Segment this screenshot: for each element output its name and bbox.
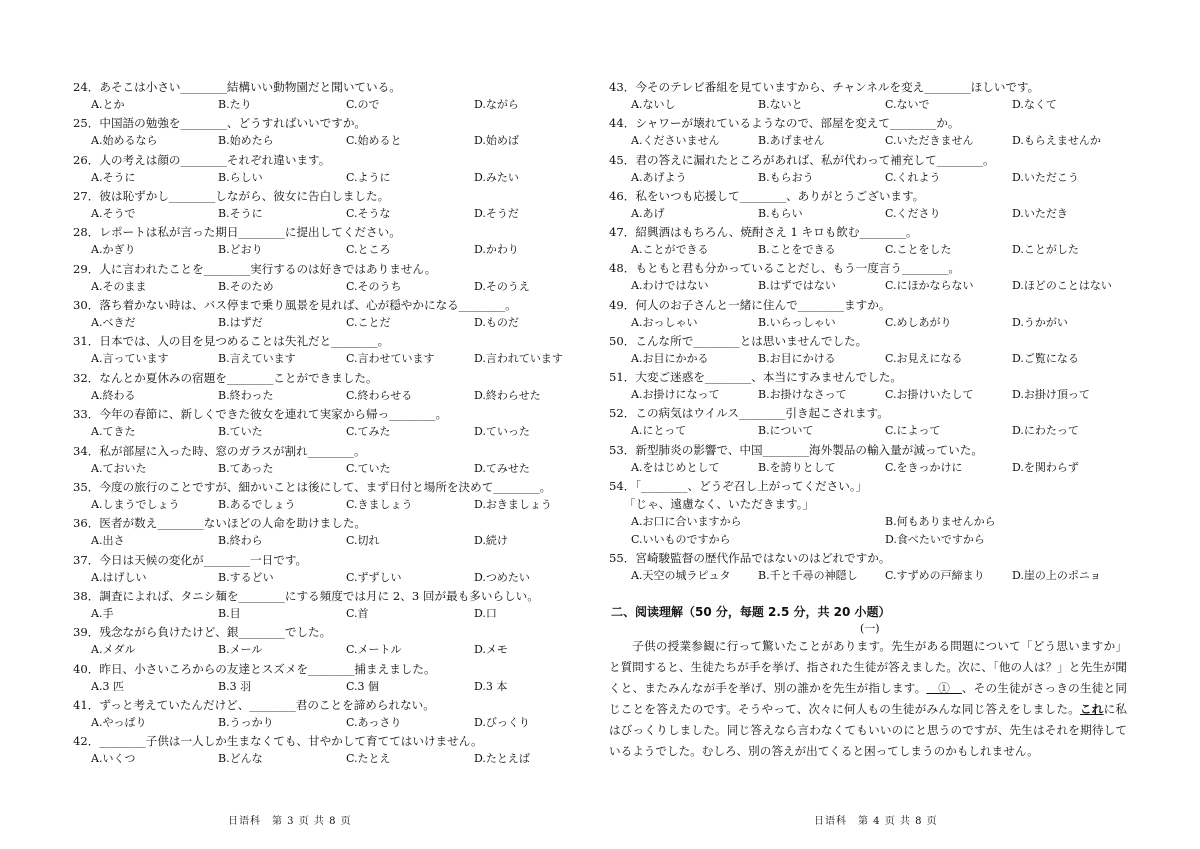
answer-option: D.ていった: [474, 425, 530, 439]
answer-option: D.ほどのことはない: [1012, 279, 1112, 293]
answer-option: B.どおり: [218, 243, 263, 257]
answer-option: A.そうで: [91, 207, 136, 221]
question-stem: 24．あそこは小さい________結構いい動物園だと聞いている。: [73, 80, 401, 94]
answer-option: B.あげません: [758, 134, 825, 148]
answer-option: B.ないと: [758, 98, 803, 111]
answer-option: D.つめたい: [474, 570, 530, 584]
answer-option: A.終わる: [91, 388, 136, 402]
question-stem: 49．何人のお子さんと一緒に住んで________ますか。: [609, 297, 891, 312]
question-stem: 46．私をいつも応援して________、ありがとうございます。: [609, 188, 925, 203]
question-stem: 47．紹興酒はもちろん、焼酎さえ 1 キロも飲む________。: [609, 225, 918, 239]
answer-option: A.はげしい: [91, 570, 147, 584]
answer-option: B.そうに: [218, 207, 263, 221]
answer-option: D.言われています: [474, 352, 563, 366]
question-stem: 52．この病気はウイルス________引き起こされます。: [609, 406, 889, 421]
answer-option: D.ものだ: [474, 316, 519, 330]
answer-option: A.3 匹: [91, 679, 124, 693]
section-title-reading: 二、阅读理解（50 分，每题 2.5 分，共 20 小题）: [611, 605, 891, 619]
question-stem: 44．シャワーが壊れているようなので、部屋を変えて________か。: [609, 116, 960, 131]
question-stem: 31．日本では、人の目を見つめることは失礼だと________。: [73, 334, 390, 349]
question-stem: 51．大変ご迷惑を________、本当にすみませんでした。: [609, 370, 903, 384]
question-stem: 39．残念ながら負けたけど、銀________でした。: [73, 625, 332, 640]
passage-text-1: 子供の授業参観に行って驚いたことがあります。先生がある問題について「どう思いますか」と質問すると、生徒たちが手を挙げ、指された生徒が答えました。次に、「他の人は？」と先生が聞くと、またみんなが手を挙げ、別の誰かを先生が指します。: [609, 639, 1127, 695]
answer-option: B.もらおう: [758, 170, 814, 184]
question-stem: 30．落ち着かない時は、バス停まで乗り風景を見れば、心が穏やかになる________。: [73, 298, 517, 313]
answer-option: C.そのうち: [346, 279, 402, 293]
question-stem: 29．人に言われたことを________実行するのは好きではありません。: [73, 261, 437, 276]
answer-option: D.なくて: [1012, 98, 1057, 111]
answer-option: C.始めると: [346, 134, 402, 148]
answer-option: D.食べたいですから: [885, 532, 985, 546]
answer-option: B.たり: [218, 98, 252, 111]
answer-option: B.お掛けなさって: [758, 388, 847, 401]
answer-option: A.いくつ: [91, 752, 136, 766]
answer-option: D.びっくり: [474, 715, 530, 729]
question-stem: 27．彼は恥ずかし________しながら、彼女に告白しました。: [73, 189, 390, 204]
answer-option: C.てみた: [346, 425, 391, 439]
answer-option: B.あるでしょう: [218, 497, 296, 511]
answer-option: C.ずずしい: [346, 570, 402, 584]
answer-option: A.そのまま: [91, 279, 147, 293]
answer-option: B.てあった: [218, 461, 274, 475]
answer-option: C.たとえ: [346, 752, 391, 766]
answer-option: A.べきだ: [91, 316, 136, 330]
question-stem: 25．中国語の勉強を________、どうすればいいですか。: [73, 116, 367, 131]
answer-option: A.かぎり: [91, 243, 136, 257]
answer-option: D.みたい: [474, 170, 519, 184]
answer-option: C.お掛けいたして: [885, 388, 974, 401]
answer-option: D.いただこう: [1012, 170, 1079, 184]
answer-option: B.終わら: [218, 534, 263, 548]
answer-option: D.かわり: [474, 243, 519, 257]
answer-option: A.くださいません: [631, 134, 720, 148]
answer-option: C.ないで: [885, 98, 930, 111]
question-stem: 55．宮崎駿監督の歴代作品ではないのはどれですか。: [609, 551, 891, 566]
answer-option: D.おきましょう: [474, 497, 552, 511]
answer-option: D.始めば: [474, 134, 519, 148]
answer-option: A.出さ: [91, 534, 125, 548]
answer-option: D.口: [474, 606, 497, 620]
answer-option: A.わけではない: [631, 279, 709, 293]
answer-option: D.メモ: [474, 643, 508, 657]
answer-option: C.ので: [346, 98, 380, 111]
answer-option: A.そうに: [91, 170, 136, 184]
answer-option: A.始めるなら: [91, 134, 158, 148]
answer-option: A.ておいた: [91, 461, 147, 475]
answer-option: C.めしあがり: [885, 315, 952, 329]
answer-option: A.メダル: [91, 643, 136, 657]
question-stem: 34．私が部屋に入った時、窓のガラスが割れ________。: [73, 443, 366, 458]
answer-option: C.によって: [885, 424, 941, 438]
question-stem: 32．なんとか夏休みの宿題を________ことができました。: [73, 370, 378, 385]
answer-option: B.いらっしゃい: [758, 315, 836, 329]
answer-option: B.どんな: [218, 752, 263, 766]
answer-option: A.にとって: [631, 424, 687, 438]
reading-passage: [609, 636, 1127, 762]
answer-option: C.いただきません: [885, 134, 974, 148]
answer-option: B.らしい: [218, 170, 263, 184]
answer-option: D.ことがした: [1012, 243, 1079, 256]
question-stem: 33．今年の春節に、新しくできた彼女を連れて実家から帰っ________。: [73, 407, 448, 422]
question-stem: 53．新型肺炎の影響で、中国________海外製品の輸入量が減っていた。: [609, 442, 983, 457]
question-stem: 50．こんな所で________とは思いませんでした。: [609, 333, 868, 348]
answer-option: B.について: [758, 424, 814, 438]
answer-option: C.あっさり: [346, 715, 402, 729]
answer-option: C.ように: [346, 170, 391, 184]
answer-option: C.切れ: [346, 534, 380, 548]
answer-option: C.ところ: [346, 243, 391, 257]
answer-option: A.とか: [91, 98, 125, 111]
answer-option: A.言っています: [91, 352, 169, 366]
answer-option: C.終わらせる: [346, 388, 413, 402]
answer-option: A.天空の城ラピュタ: [631, 569, 731, 583]
answer-option: B.3 羽: [218, 679, 252, 693]
answer-option: D.そうだ: [474, 207, 519, 221]
passage-emphasis: これ: [1079, 702, 1104, 716]
question-stem: 35．今度の旅行のことですが、細かいことは後にして、まず日付と場所を決めて________。: [73, 479, 552, 494]
answer-option: B.何もありませんから: [885, 514, 996, 528]
answer-option: B.はずではない: [758, 279, 836, 293]
answer-option: D.お掛け頂って: [1012, 388, 1090, 401]
question-stem: 37．今日は天候の変化が________一日です。: [73, 552, 308, 567]
answer-option: D.を関わらず: [1012, 460, 1079, 474]
answer-option: C.ていた: [346, 461, 391, 475]
question-stem: 28．レポートは私が言った期日________に提出してください。: [73, 225, 401, 240]
answer-option: D.ながら: [474, 98, 519, 111]
answer-option: C.ことをした: [885, 243, 952, 256]
passage-text-2: 、その生徒がさっきの生徒と同じことを答えたのです。そうやって、次々に何人もの生徒がみんな同じ答えをしました。: [609, 681, 1127, 716]
answer-option: D.いただき: [1012, 206, 1068, 220]
answer-option: D.続け: [474, 534, 508, 548]
answer-option: A.やっぱり: [91, 715, 147, 729]
answer-option: B.終わった: [218, 388, 274, 402]
answer-option: A.しまうでしょう: [91, 497, 180, 511]
answer-option: C.お見えになる: [885, 351, 963, 365]
answer-option: C.きましょう: [346, 497, 413, 511]
answer-option: C.にほかならない: [885, 279, 974, 293]
answer-option: B.もらい: [758, 206, 803, 220]
answer-option: B.お目にかける: [758, 351, 836, 365]
answer-option: B.そのため: [218, 279, 274, 293]
answer-option: A.をはじめとして: [631, 460, 720, 474]
answer-option: C.メートル: [346, 643, 402, 657]
passage-number: (一): [860, 622, 880, 635]
answer-option: C.首: [346, 606, 369, 620]
answer-option: B.ていた: [218, 425, 263, 439]
answer-option: C.3 個: [346, 679, 380, 693]
answer-option: C.をきっかけに: [885, 460, 963, 474]
answer-option: C.ことだ: [346, 316, 391, 330]
answer-option: D.そのうえ: [474, 279, 530, 293]
answer-option: C.くれよう: [885, 170, 941, 184]
answer-option: A.ないし: [631, 98, 676, 111]
answer-option: D.3 本: [474, 679, 508, 693]
answer-option: C.言わせています: [346, 352, 435, 366]
answer-option: D.うかがい: [1012, 315, 1068, 329]
answer-option: A.お口に合いますから: [631, 514, 742, 528]
passage-text-3: に私はびっくりしました。同じ答えなら言わなくてもいいのにと思うのですが、先生はそれを期待しているようでした。むしろ、別の答えが出てくると困ってしまうのかもしれません。: [609, 702, 1127, 758]
answer-option: C.そうな: [346, 207, 391, 221]
answer-option: B.はずだ: [218, 316, 263, 330]
answer-option: B.うっかり: [218, 715, 274, 729]
question-stem: 41．ずっと考えていたんだけど、________君のことを諦められない。: [73, 697, 435, 712]
answer-option: B.言えています: [218, 352, 296, 366]
answer-option: B.始めたら: [218, 134, 274, 148]
answer-option: B.を誇りとして: [758, 460, 836, 474]
answer-option: B.目: [218, 606, 241, 620]
answer-option: D.終わらせた: [474, 388, 541, 402]
answer-option: B.千と千尋の神隠し: [758, 569, 858, 583]
answer-option: A.おっしゃい: [631, 315, 698, 329]
answer-option: D.たとえば: [474, 752, 530, 766]
answer-option: A.お掛けになって: [631, 388, 720, 401]
answer-option: C.いいものですから: [631, 532, 731, 546]
question-stem: 40．昨日、小さいころからの友達とスズメを________捕まえました。: [73, 661, 436, 676]
answer-option: B.メール: [218, 643, 263, 657]
question-stem: 48．もともと君も分かっていることだし、もう一度言う________。: [609, 261, 960, 276]
question-stem: 45．君の答えに漏れたところがあれば、私が代わって補充して________。: [609, 152, 995, 167]
answer-option: D.てみせた: [474, 461, 530, 475]
answer-option: A.てきた: [91, 425, 136, 439]
question-stem: 54．「________、どうぞ召し上がってください。」: [609, 478, 868, 493]
question-stem: 42．________子供は一人しか生まなくても、甘やかして育ててはいけません。: [73, 734, 483, 749]
answer-option: C.すずめの戸締まり: [885, 569, 985, 583]
answer-option: B.するどい: [218, 570, 274, 584]
answer-option: A.あげ: [631, 206, 665, 220]
question-stem: 26．人の考えは顔の________それぞれ違います。: [73, 152, 331, 167]
answer-option: C.くださり: [885, 206, 941, 220]
answer-option: D.にわたって: [1012, 424, 1079, 438]
question-stem: 36．医者が数え________ないほどの人命を助けました。: [73, 516, 367, 531]
answer-option: A.ことができる: [631, 243, 709, 256]
answer-option: B.ことをできる: [758, 243, 836, 256]
answer-option: A.手: [91, 606, 114, 620]
answer-option: D.崖の上のポニョ: [1012, 569, 1101, 583]
question-stem-reply: 「じゃ、遠慮なく、いただきます。」: [624, 496, 815, 511]
question-stem: 38．調査によれば、タニシ麺を________にする頻度では月に 2、3 回が最も多いらしい。: [73, 588, 539, 603]
answer-option: A.お目にかかる: [631, 351, 709, 365]
passage-blank-1: ＿①＿: [926, 681, 962, 695]
answer-option: D.ご覧になる: [1012, 351, 1079, 365]
question-stem: 43．今そのテレビ番組を見ていますから、チャンネルを変え________ほしいです。: [609, 80, 1040, 94]
answer-option: A.あげよう: [631, 170, 687, 184]
page-footer-left: 日语科 第 3 页 共 8 页: [228, 816, 352, 827]
answer-option: D.もらえませんか: [1012, 134, 1101, 148]
page-footer-right: 日语科 第 4 页 共 8 页: [814, 816, 938, 827]
